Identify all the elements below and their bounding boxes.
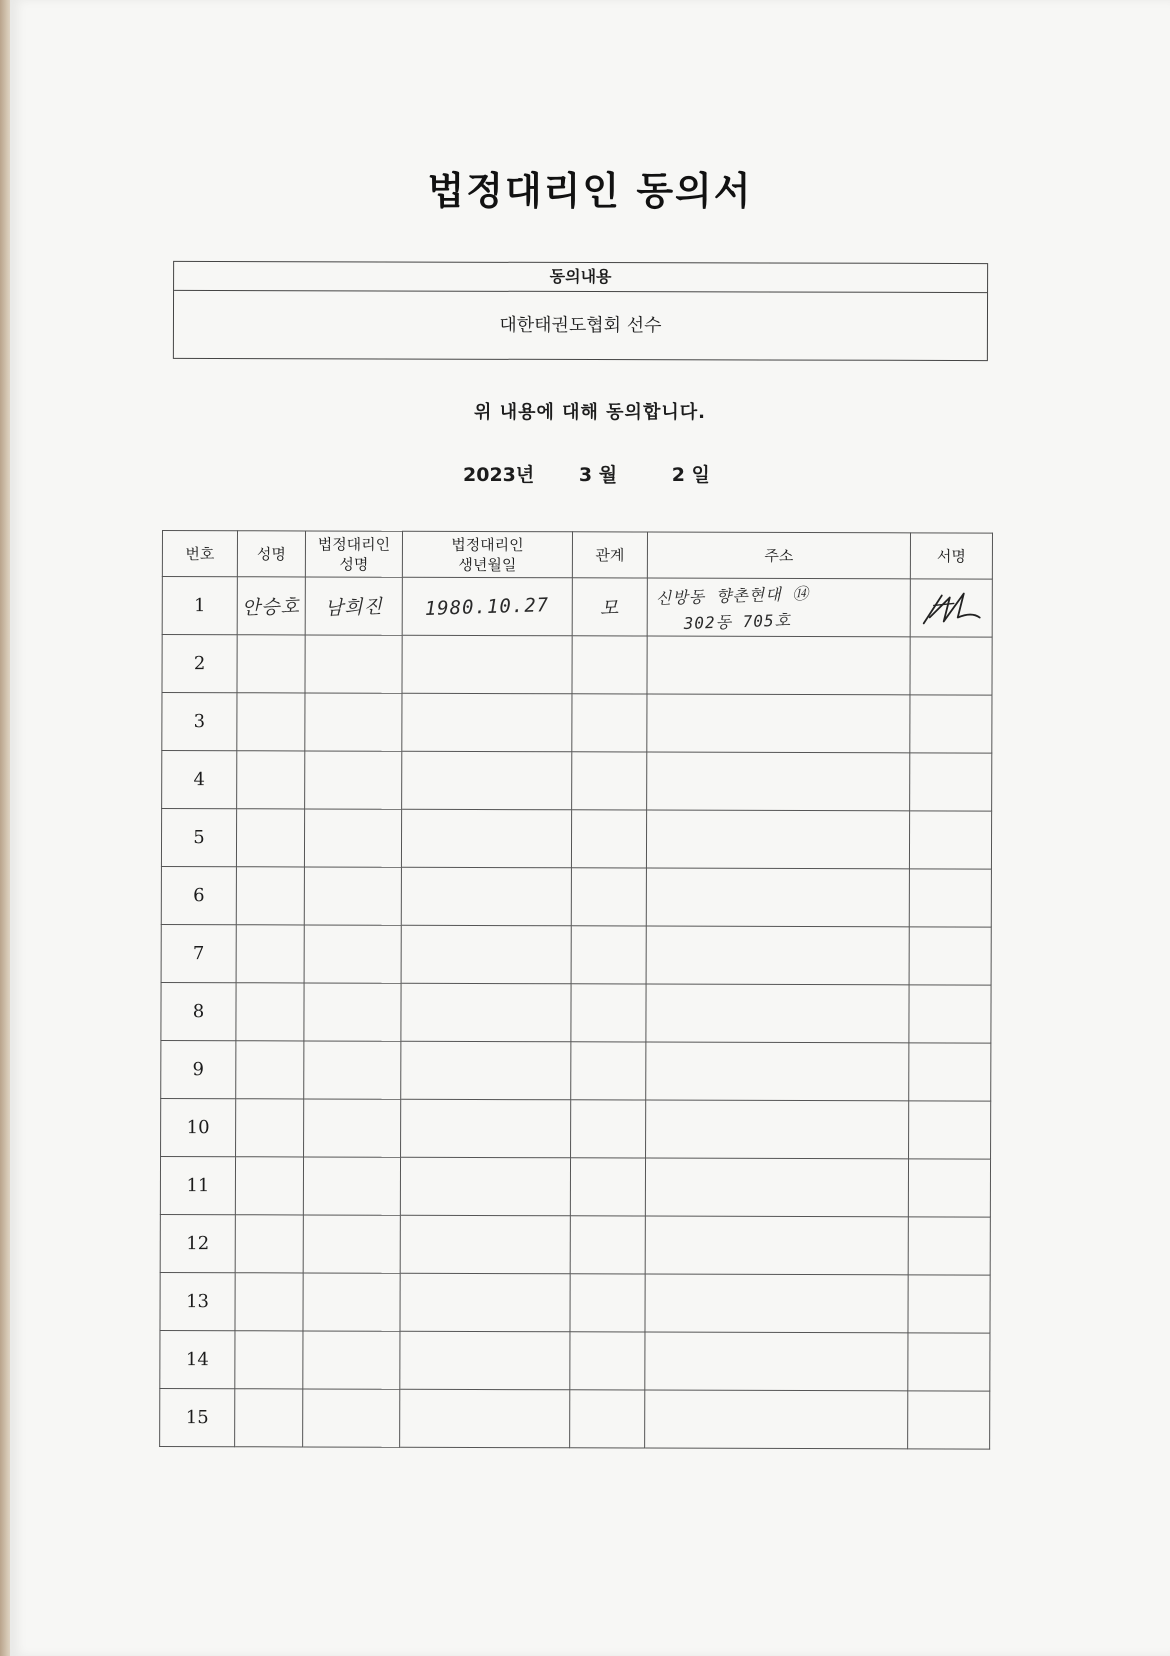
table-row xyxy=(161,1098,991,1159)
cell-name xyxy=(236,809,304,867)
cell-relation xyxy=(572,636,647,694)
cell-name xyxy=(235,1215,303,1273)
cell-signature xyxy=(909,811,991,869)
table-row xyxy=(162,751,992,812)
handwritten-guardian-name: 남희진 xyxy=(324,595,384,620)
row-number: 13 xyxy=(160,1272,235,1330)
cell-address xyxy=(645,1158,908,1217)
cell-guardian-birth xyxy=(402,693,572,752)
cell-guardian-name xyxy=(305,577,402,635)
consent-box xyxy=(173,261,988,361)
cell-signature xyxy=(909,1043,991,1101)
cell-guardian-name xyxy=(304,983,401,1041)
cell-relation xyxy=(570,1216,645,1274)
date-month: 3 월 xyxy=(578,464,618,486)
table-row xyxy=(162,693,992,754)
cell-relation xyxy=(572,752,647,810)
cell-guardian-name xyxy=(303,1215,400,1273)
row-number: 1 xyxy=(162,577,237,635)
row-number: 12 xyxy=(160,1214,235,1272)
cell-guardian-name xyxy=(305,635,402,693)
table-row xyxy=(160,1388,990,1449)
row-number: 7 xyxy=(161,924,236,982)
cell-guardian-birth xyxy=(402,635,572,694)
document-title: 법정대리인 동의서 xyxy=(427,168,753,213)
header-number: 번호 xyxy=(162,531,237,577)
cell-relation xyxy=(572,694,647,752)
cell-guardian-name xyxy=(305,751,402,809)
cell-signature xyxy=(910,579,992,637)
cell-guardian-birth xyxy=(401,983,571,1042)
header-guardian-birth-line2: 생년월일 xyxy=(458,555,517,574)
cell-name xyxy=(236,1041,304,1099)
cell-address xyxy=(646,1042,909,1101)
date-line xyxy=(463,460,710,487)
agreement-statement: 위 내용에 대해 동의합니다. xyxy=(474,402,706,423)
row-number: 8 xyxy=(161,982,236,1040)
cell-name xyxy=(235,1273,303,1331)
cell-signature xyxy=(910,695,992,753)
cell-address xyxy=(647,752,910,811)
cell-address xyxy=(647,578,910,637)
cell-guardian-birth xyxy=(400,1389,570,1448)
cell-address xyxy=(646,1100,909,1159)
table-row xyxy=(161,809,991,870)
header-address: 주소 xyxy=(647,532,910,579)
header-relation: 관계 xyxy=(572,532,647,578)
cell-signature xyxy=(908,1275,990,1333)
table-header-row xyxy=(162,531,992,580)
cell-address xyxy=(647,694,910,753)
cell-guardian-name xyxy=(304,1099,401,1157)
cell-address xyxy=(646,810,909,869)
cell-address xyxy=(646,926,909,985)
cell-guardian-name xyxy=(303,1331,400,1389)
table-row xyxy=(160,1330,990,1391)
cell-guardian-name xyxy=(303,1157,400,1215)
row-number: 9 xyxy=(161,1040,236,1098)
cell-address xyxy=(647,636,910,695)
row-number: 4 xyxy=(162,751,237,809)
cell-name xyxy=(237,635,305,693)
cell-address xyxy=(645,1332,908,1391)
cell-signature xyxy=(910,753,992,811)
cell-guardian-birth xyxy=(400,1157,570,1216)
row-number: 14 xyxy=(160,1330,235,1388)
cell-relation xyxy=(571,984,646,1042)
cell-relation xyxy=(570,1274,645,1332)
table-row xyxy=(161,1040,991,1101)
cell-signature xyxy=(909,985,991,1043)
cell-guardian-name xyxy=(303,1273,400,1331)
cell-relation xyxy=(571,926,646,984)
table-row xyxy=(162,635,992,696)
cell-name xyxy=(236,1099,304,1157)
table-row xyxy=(160,1214,990,1275)
cell-address xyxy=(646,984,909,1043)
signature-scribble xyxy=(919,583,983,629)
header-guardian-birth-line1: 법정대리인 xyxy=(451,535,524,554)
handwritten-address-line1: 신방동 향촌현대 ⑭ xyxy=(655,583,810,608)
cell-guardian-name xyxy=(304,1041,401,1099)
table-row xyxy=(161,866,991,927)
consent-table xyxy=(159,530,992,1450)
cell-guardian-birth xyxy=(401,867,571,926)
cell-signature xyxy=(910,637,992,695)
cell-relation xyxy=(571,1042,646,1100)
cell-name xyxy=(235,1157,303,1215)
cell-guardian-name xyxy=(304,925,401,983)
date-year: 2023년 xyxy=(463,464,535,486)
cell-name xyxy=(236,925,304,983)
cell-signature xyxy=(909,1101,991,1159)
cell-relation xyxy=(571,810,646,868)
table-row xyxy=(160,1272,990,1333)
cell-guardian-birth xyxy=(401,925,571,984)
cell-relation xyxy=(572,578,647,636)
table-row xyxy=(160,1156,990,1217)
cell-guardian-birth xyxy=(401,809,571,868)
cell-address xyxy=(646,868,909,927)
header-name: 성명 xyxy=(237,531,305,577)
cell-relation xyxy=(570,1332,645,1390)
cell-name xyxy=(237,693,305,751)
handwritten-address-line2: 302동 705호 xyxy=(683,610,792,633)
date-day: 2 일 xyxy=(671,464,710,486)
cell-signature xyxy=(908,1333,990,1391)
row-number: 3 xyxy=(162,693,237,751)
cell-name xyxy=(236,983,304,1041)
row-number: 6 xyxy=(161,866,236,924)
header-guardian-name-line1: 법정대리인 xyxy=(317,534,391,554)
row-number: 10 xyxy=(161,1098,236,1156)
header-signature: 서명 xyxy=(910,533,992,579)
document-page xyxy=(10,0,1170,1656)
header-guardian-birth xyxy=(402,531,572,578)
cell-guardian-birth xyxy=(400,1331,570,1390)
cell-relation xyxy=(571,868,646,926)
cell-relation xyxy=(570,1158,645,1216)
cell-guardian-birth xyxy=(401,1099,571,1158)
cell-guardian-birth xyxy=(400,1215,570,1274)
cell-address xyxy=(645,1274,908,1333)
handwritten-guardian-birth: 1980.10.27 xyxy=(424,593,550,620)
cell-address xyxy=(645,1216,908,1275)
cell-guardian-birth xyxy=(400,1273,570,1332)
cell-guardian-name xyxy=(304,809,401,867)
handwritten-relation: 모 xyxy=(599,597,620,620)
cell-name xyxy=(235,1389,303,1447)
cell-signature xyxy=(908,1391,990,1449)
cell-name xyxy=(235,1331,303,1389)
cell-signature xyxy=(909,927,991,985)
cell-signature xyxy=(908,1217,990,1275)
header-guardian-name xyxy=(305,531,402,577)
cell-relation xyxy=(571,1100,646,1158)
row-number: 15 xyxy=(160,1388,235,1446)
consent-body: 대한태권도협회 선수 xyxy=(499,314,662,337)
cell-relation xyxy=(570,1390,645,1448)
table-row xyxy=(161,982,991,1043)
cell-signature xyxy=(909,869,991,927)
row-number: 5 xyxy=(161,809,236,867)
row-number: 2 xyxy=(162,635,237,693)
cell-guardian-name xyxy=(303,1389,400,1447)
consent-header: 동의내용 xyxy=(174,262,987,293)
cell-guardian-birth xyxy=(402,577,572,636)
row-number: 11 xyxy=(160,1156,235,1214)
cell-name xyxy=(236,867,304,925)
handwritten-name: 안승호 xyxy=(241,595,301,620)
cell-guardian-birth xyxy=(402,751,572,810)
cell-name xyxy=(237,751,305,809)
cell-signature xyxy=(908,1159,990,1217)
table-row xyxy=(161,924,991,985)
cell-guardian-name xyxy=(305,693,402,751)
cell-guardian-name xyxy=(304,867,401,925)
cell-address xyxy=(645,1390,908,1449)
header-guardian-name-line2: 성명 xyxy=(339,555,369,574)
table-row xyxy=(162,577,992,638)
cell-guardian-birth xyxy=(401,1041,571,1100)
cell-name xyxy=(237,577,305,635)
